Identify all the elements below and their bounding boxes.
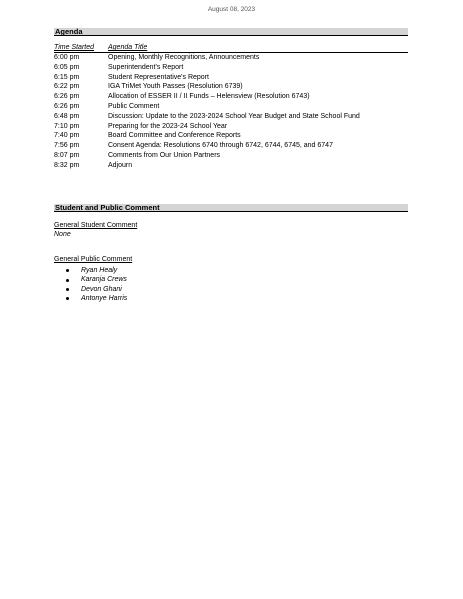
agenda-title: Allocation of ESSER II / II Funds – Helensview (Resolution 6743) xyxy=(108,93,310,101)
agenda-time: 6:48 pm xyxy=(54,112,80,120)
table-row xyxy=(54,63,408,73)
agenda-title: Public Comment xyxy=(108,102,160,110)
agenda-time: 6:26 pm xyxy=(54,102,80,110)
table-row xyxy=(54,122,408,132)
agenda-title: Student Representative's Report xyxy=(108,73,209,81)
agenda-title: IGA TriMet Youth Passes (Resolution 6739) xyxy=(108,83,243,91)
page-date: August 08, 2023 xyxy=(207,6,256,13)
column-header-title: Agenda Title xyxy=(108,44,148,51)
agenda-time: 6:05 pm xyxy=(54,63,80,71)
agenda-time: 6:26 pm xyxy=(54,93,80,101)
agenda-time: 8:32 pm xyxy=(54,161,80,169)
list-item xyxy=(54,266,127,275)
speaker-name: Antonye Harris xyxy=(81,295,128,303)
public-comment-speakers xyxy=(54,266,127,304)
list-item xyxy=(54,294,127,303)
agenda-table xyxy=(54,44,408,171)
table-row xyxy=(54,151,408,161)
speaker-name: Devon Ghani xyxy=(81,285,122,293)
bullet-icon xyxy=(66,297,69,300)
table-row xyxy=(54,73,408,83)
agenda-time: 8:07 pm xyxy=(54,151,80,159)
agenda-title: Preparing for the 2023-24 School Year xyxy=(108,122,228,130)
agenda-time: 6:15 pm xyxy=(54,73,80,81)
list-item xyxy=(54,285,127,294)
public-comment-label: General Public Comment xyxy=(54,256,133,263)
table-row xyxy=(54,112,408,122)
table-row xyxy=(54,141,408,151)
table-row xyxy=(54,131,408,141)
list-item xyxy=(54,275,127,284)
agenda-title: Opening, Monthly Recognitions, Announcements xyxy=(108,54,260,61)
student-comment-value: None xyxy=(54,231,71,238)
table-row xyxy=(54,92,408,102)
agenda-title: Comments from Our Union Partners xyxy=(108,151,221,159)
student-comment-label: General Student Comment xyxy=(54,222,138,229)
table-row xyxy=(54,161,408,171)
agenda-time: 7:40 pm xyxy=(54,132,80,140)
agenda-time: 7:56 pm xyxy=(54,142,80,150)
column-header-time: Time Started xyxy=(54,44,95,51)
agenda-title: Consent Agenda: Resolutions 6740 through 6742, 6744, 6745, and 6747 xyxy=(108,142,333,150)
agenda-title: Adjourn xyxy=(108,161,133,169)
table-row xyxy=(54,102,408,112)
speaker-name: Ryan Healy xyxy=(81,267,118,274)
table-row xyxy=(54,53,408,63)
speaker-name: Karanja Crews xyxy=(81,276,127,284)
agenda-time: 6:00 pm xyxy=(54,54,80,61)
agenda-title: Discussion: Update to the 2023-2024 School Year Budget and State School Fund xyxy=(108,112,360,120)
table-row xyxy=(54,82,408,92)
comment-heading: Student and Public Comment xyxy=(54,204,408,212)
agenda-title: Board Committee and Conference Reports xyxy=(108,132,241,140)
bullet-icon xyxy=(66,269,69,272)
agenda-rows xyxy=(54,53,408,171)
agenda-heading: Agenda xyxy=(54,28,408,36)
agenda-title: Superintendent's Report xyxy=(108,63,184,71)
agenda-time: 6:22 pm xyxy=(54,83,80,91)
bullet-icon xyxy=(66,288,69,291)
agenda-time: 7:10 pm xyxy=(54,122,80,130)
agenda-header-row xyxy=(54,44,408,53)
bullet-icon xyxy=(66,279,69,282)
